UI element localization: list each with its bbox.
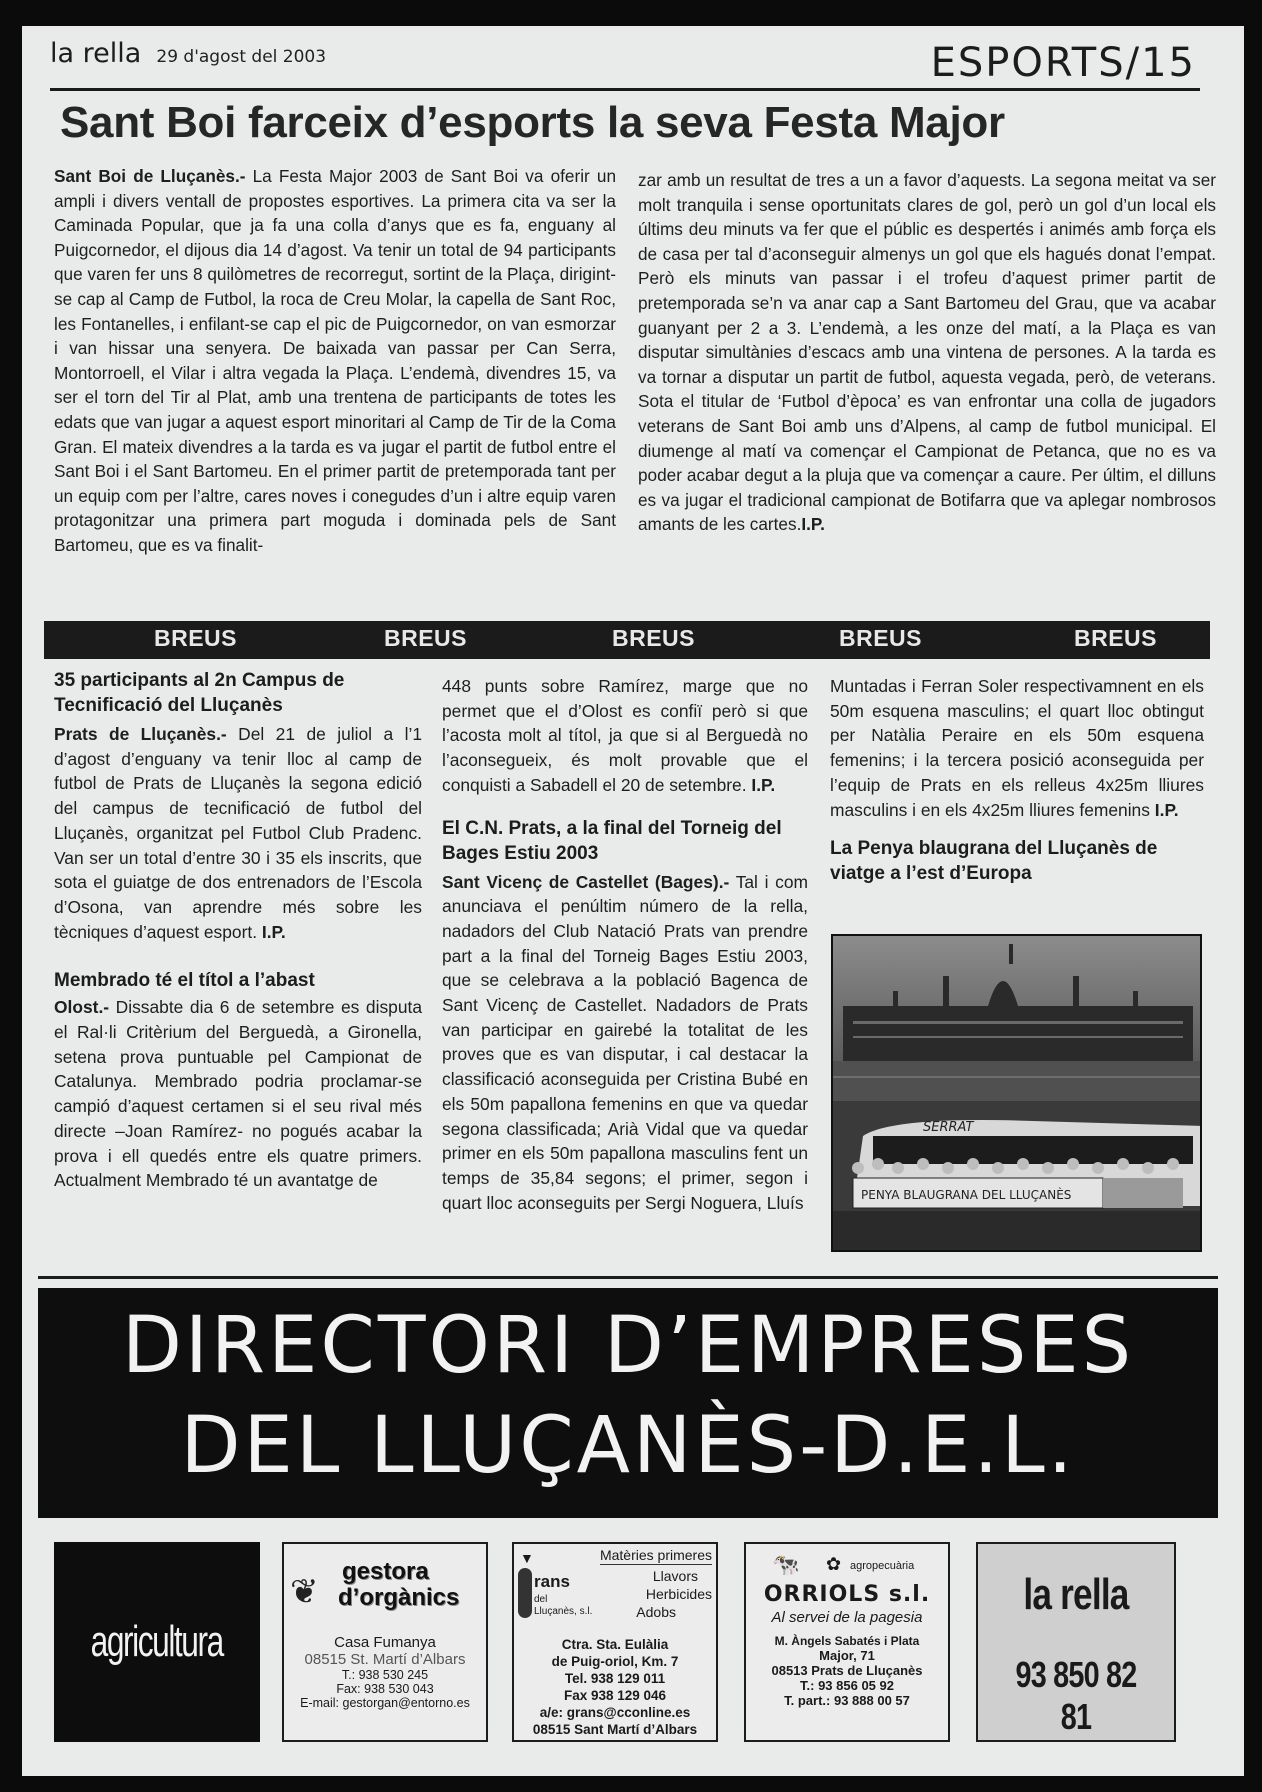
grans-product: Llavors — [652, 1568, 698, 1584]
cow-icon: 🐄 — [772, 1552, 800, 1577]
group-photo — [831, 934, 1202, 1252]
article-signature: I.P. — [1154, 799, 1179, 820]
breus-label: BREUS — [384, 625, 468, 651]
article-body: Tal i com anunciava el penúltim número de la rella, nadadors del Club Natació Prats van prendre part a la final del Torneig Bages Estiu 2003, que se celebrava a la població Bagenca de Sant Vicenç de Castellet. Nadadors de Prats van participar en gairebé la totalitat de les proves que es van disputar, i cal destacar la classificació aconseguida per Cristina Bubé en els 50m papallona femenins en que va quedar segona classificada; Arià Vidal que va quedar primer en els 50m papallona masculins fent un temps de 35,84 segons; el primer, segon i quart lloc aconseguits per Sergi Noguera, Lluís — [442, 871, 808, 1213]
article-title: 35 participants al 2n Campus de Tecnificació del Lluçanès — [54, 670, 345, 716]
grans-email: a/e: grans@cconline.es — [539, 1705, 691, 1720]
lead-body-col1: La Festa Major 2003 de Sant Boi va oferir un ampli i divers ventall de propostes esportives. La primera cita va ser la Caminada Popular, que ja fa una colla d’anys que es fa, enguany al Puigcornedor, el dijous dia 14 d’agost. Va tenir un total de 94 participants que varen fer uns 8 quilòmetres de recorregut, sortint de la Plaça, dirigint-se cap al Camp de Futbol, la roca de Creu Molar, la capella de Sant Roc, les Fontanelles, i enfilant-se cap el pic de Puigcornedor, on van esmorzar i van hissar una senyera. De baixada van passar per Can Serra, Montorroell, el Vilar i altra vegada la Plaça. L’endemà, divendres 15, va ser el torn del Tir al Plat, amb una trentena de participants de totes les edats que van jugar a aquest esport minoritari al Camp de Tir de la Coma Gran. El mateix divendres a la tarda es va jugar el partit de futbol entre el Sant Boi i el Sant Bartomeu. En el primer partit de pretemporada tant per un equip com per l’altre, cares noves i conegudes d’un i altre equip varen protagonitzar una primera part moguda i dominada pels de Sant Bartomeu, que es va finalit- — [54, 166, 617, 555]
grans-product: Herbicides — [645, 1586, 712, 1602]
grans-logo-sub2: Lluçanès, s.l. — [534, 1606, 593, 1617]
breus-col1 — [54, 668, 422, 1193]
gestora-logo-line2: d’orgànics — [338, 1584, 460, 1611]
banner-lettering: PENYA BLAUGRANA DEL LLUÇANÈS — [861, 1188, 1072, 1202]
article-body: Dissabte dia 6 de setembre es disputa el Ral·li Critèrium del Berguedà, a Gironella, setena prova puntuable pel Campionat de Catalunya. Membrado podria proclamar-se campió d’aquest certamen si el seu rival més directe –Joan Ramírez- no pogués acabar la prova i ell quedés entre els quatre primers. Actualment Membrado té un avantatge de — [54, 997, 422, 1191]
gestora-city: 08515 St. Martí d’Albars — [304, 1651, 466, 1668]
directory-title-line1: DIRECTORI D’EMPRESES — [121, 1301, 1135, 1391]
orriols-city: 08513 Prats de Lluçanès — [771, 1663, 923, 1678]
article-title: El C.N. Prats, a la final del Torneig del Bages Estiu 2003 — [442, 817, 782, 864]
section-page-label: ESPORTS/15 — [930, 40, 1196, 86]
article-byline: Sant Vicenç de Castellet (Bages).- — [442, 871, 730, 892]
grans-tel: Tel. 938 129 011 — [564, 1671, 666, 1686]
breus-col2 — [442, 674, 808, 1215]
article-body: Muntadas i Ferran Soler respectivamnent en els 50m esquena masculins; el quart lloc obtingut per Natàlia Peraire en els 50m esquena femenins; i la tercera posició aconseguida per l’equip de Prats en els relleus 4x25m lliures masculins i en els 4x25m lliures femenins — [830, 676, 1204, 820]
section-rule — [38, 1276, 1218, 1279]
orriols-name: ORRIOLS s.l. — [763, 1582, 931, 1607]
grans-logo — [518, 1550, 598, 1630]
gestora-email: E-mail: gestorgan@entorno.es — [300, 1696, 470, 1710]
directory-title-line2: DEL LLUÇANÈS-D.E.L. — [180, 1401, 1076, 1491]
gestora-fax: Fax: 938 530 043 — [336, 1682, 434, 1696]
grans-address: Ctra. Sta. Eulàlia — [561, 1637, 669, 1652]
article-signature: I.P. — [751, 774, 776, 795]
article-byline: Olost.- — [54, 997, 110, 1018]
breus-col3 — [830, 674, 1204, 886]
orriols-tag: agropecuària — [850, 1560, 915, 1572]
pig-icon: ✿ — [826, 1554, 842, 1574]
grans-logo-sub1: del — [534, 1594, 548, 1605]
orriols-slogan: Al servei de la pagesia — [771, 1609, 923, 1626]
ad-agricultura — [54, 1542, 260, 1742]
grans-logo-text: rans — [534, 1572, 570, 1591]
article-body: Del 21 de juliol a l’1 d’agost d’enguany va tenir lloc al camp de futbol de Prats de Lluçanès la segona edició del campus de tecnificació de futbol del Lluçanès, organitzat pel Futbol Club Pradenc. Van ser un total d’entre 30 i 35 els inscrits, que sota el guiatge de dos entrenadors de l’Escola d’Osona, van aprendre més sobre les tècniques d’aquest esport. — [54, 724, 422, 942]
orriols-address: Major, 71 — [819, 1648, 875, 1663]
article-body: 448 punts sobre Ramírez, marge que no permet que el d’Olost es confiï però si que l’acosta molt al títol, ja que si al Berguedà no l’aconsegueix, és molt provable que el conquisti a Sabadell el 20 de setembre. — [442, 676, 808, 795]
gestora-logo — [284, 1556, 486, 1618]
breus-bar — [44, 621, 1210, 659]
lead-article-col1 — [54, 164, 616, 558]
leaf-icon: ❦ — [290, 1573, 319, 1611]
rella-phone: 93 850 82 81 — [1015, 1654, 1137, 1737]
header-rule — [50, 88, 1200, 91]
directory-banner — [38, 1288, 1218, 1518]
article-title: Membrado té el títol a l’abast — [54, 970, 315, 992]
issue-date: 29 d'agost del 2003 — [156, 47, 327, 67]
lead-body-col2: zar amb un resultat de tres a un a favor d’aquests. La segona meitat va ser molt tranquila i sense oportunitats clares de gol, però un gol d’un local els últims deu minuts va fer que el públic es despertés i animés amb força els de casa per tal d’aconseguir almenys un gol que els hagués donat l’empat. Però els minuts van passar i el trofeu d’aquest primer partit de pretemporada se’n va anar cap a Sant Bartomeu del Grau, que va acabar guanyant per 2 a 3. L’endemà, a les onze del matí, a la Plaça es van disputar simultànies d’escacs amb una vintena de persones. A la tarda es va tornar a disputar un partit de futbol, aquesta vegada, però, de veterans. Sota el titular de ‘Futbol d’època’ es van enfrontar una colla de jugadors veterans de Sant Boi amb uns d’Alpens, al camp de futbol municipal. El diumenge al matí va començar el Campionat de Petanca, que no es va poder acabar degut a la pluja que va començar a caure. Per últim, el dilluns es va jugar el tradicional campionat de Botifarra que va aplegar nombrosos amants de les cartes. — [638, 170, 1216, 535]
ad-grans — [512, 1542, 718, 1742]
ad-orriols — [744, 1542, 950, 1742]
grans-contact — [514, 1636, 716, 1738]
bus-lettering: SERRAT — [923, 1120, 974, 1135]
breus-label: BREUS — [612, 625, 696, 651]
grain-icon: ▼ — [520, 1550, 534, 1566]
gestora-tel: T.: 938 530 245 — [341, 1668, 429, 1682]
gestora-logo-line1: gestora — [342, 1558, 429, 1585]
ad-la-rella — [976, 1542, 1176, 1742]
masthead-brand: la rella — [50, 38, 142, 69]
grans-fax: Fax 938 129 046 — [563, 1688, 667, 1703]
lead-article-col2 — [638, 168, 1216, 537]
budapest-parliament-photo — [833, 936, 1202, 1252]
breus-label: BREUS — [154, 625, 238, 651]
article-signature: I.P. — [261, 921, 286, 942]
rella-name: la rella — [1023, 1570, 1129, 1619]
orriols-tpart: T. part.: 93 888 00 57 — [784, 1693, 910, 1708]
gestora-name: Casa Fumanya — [334, 1634, 436, 1651]
masthead — [50, 38, 326, 69]
article-title: La Penya blaugrana del Lluçanès de viatge a l’est d’Europa — [830, 838, 1158, 885]
grans-city: 08515 Sant Martí d’Albars — [532, 1722, 698, 1737]
grans-g-shape — [518, 1568, 532, 1618]
grans-product: Matèries primeres — [599, 1547, 712, 1563]
grans-address: de Puig-oriol, Km. 7 — [551, 1654, 679, 1669]
grans-products — [600, 1546, 712, 1621]
orriols-logo — [746, 1552, 948, 1582]
lead-signature: I.P. — [801, 514, 825, 535]
orriols-tel: T.: 93 856 05 92 — [800, 1678, 894, 1693]
grans-product: Adobs — [636, 1604, 676, 1620]
breus-label: BREUS — [1074, 625, 1158, 651]
article-byline: Prats de Lluçanès.- — [54, 724, 227, 744]
main-headline: Sant Boi farceix d’esports la seva Festa Major — [60, 98, 1005, 147]
ad-agricultura-text: agricultura — [90, 1617, 224, 1666]
lead-byline: Sant Boi de Lluçanès.- — [54, 166, 246, 186]
newspaper-page — [22, 26, 1244, 1776]
ad-gestora — [282, 1542, 488, 1742]
orriols-address: M. Àngels Sabatés i Plata — [774, 1634, 920, 1648]
breus-label: BREUS — [839, 625, 923, 651]
